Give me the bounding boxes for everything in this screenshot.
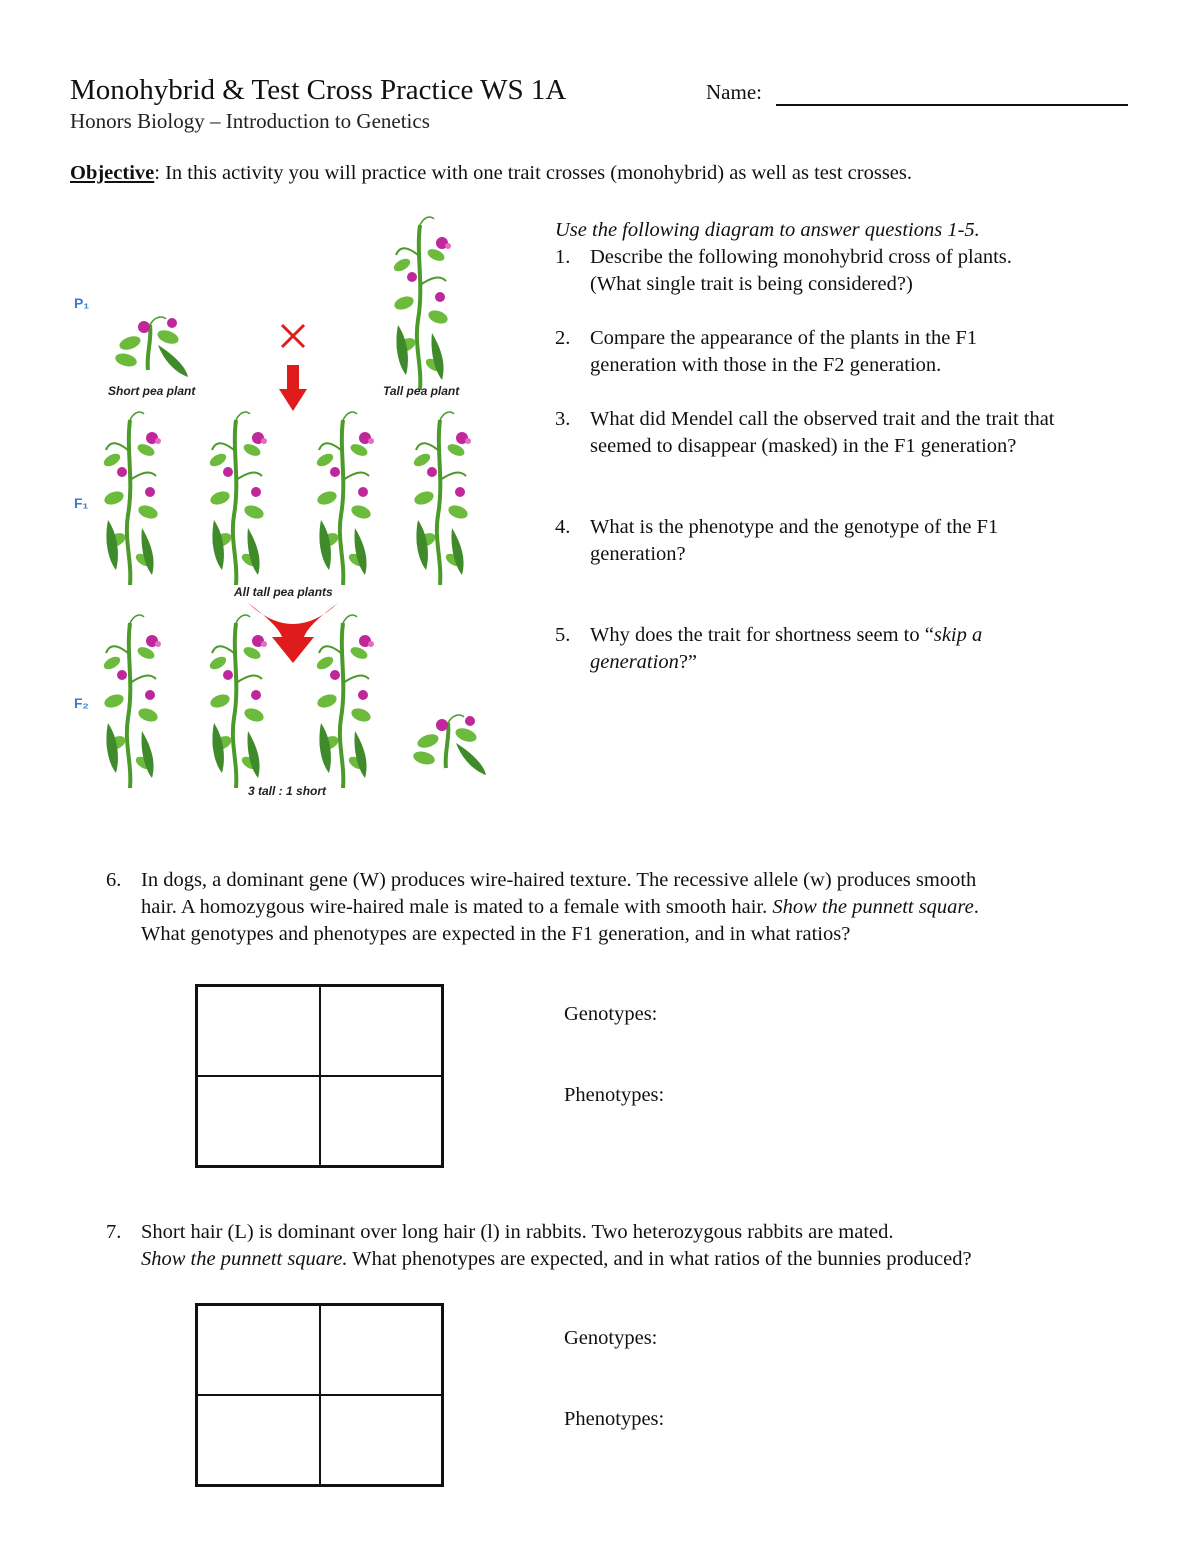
question-line: (What single trait is being considered?): [590, 273, 913, 295]
question-line: What phenotypes are expected, and in what ratios of the bunnies produced?: [347, 1248, 972, 1270]
label-f2: F₂: [74, 695, 89, 711]
question-number: 7.: [106, 1221, 122, 1243]
phenotypes-label-q6: Phenotypes:: [564, 1084, 665, 1106]
question-line: generation?: [590, 543, 686, 565]
label-short-pea-plant: Short pea plant: [108, 384, 196, 398]
question-text: .: [973, 896, 979, 918]
label-ratio: 3 tall : 1 short: [248, 784, 327, 798]
question-number: 4.: [555, 516, 571, 538]
mendel-cross-diagram: [68, 205, 508, 805]
question-number: 3.: [555, 408, 571, 430]
question-line: What genotypes and phenotypes are expected in the F1 generation, and in what ratios?: [141, 923, 851, 945]
question-7: [106, 1219, 1141, 1273]
f2-tall-plant: [315, 615, 374, 788]
question-line: seemed to disappear (masked) in the F1 generation?: [590, 435, 1017, 457]
question-number: 5.: [555, 624, 571, 646]
label-f1: F₁: [74, 495, 89, 511]
question-text: Why does the trait for shortness seem to “: [590, 624, 934, 646]
tall-pea-plant-p1: [392, 217, 451, 390]
genotypes-label-q7: Genotypes:: [564, 1327, 658, 1349]
f2-tall-plant: [102, 615, 161, 788]
questions-instruction: Use the following diagram to answer questions 1-5.: [555, 219, 980, 241]
cross-symbol: [282, 325, 304, 347]
question-3: [555, 406, 1155, 460]
question-text-emphasis: generation: [590, 651, 679, 673]
f2-short-plant: [412, 715, 486, 775]
question-line: Describe the following monohybrid cross of plants.: [590, 246, 1012, 268]
question-2: [555, 325, 1155, 379]
punnett-square-q7[interactable]: [195, 1303, 444, 1487]
punnett-divider: [198, 1394, 441, 1396]
label-p1: P₁: [74, 295, 90, 311]
short-pea-plant-p1: [114, 317, 188, 377]
label-tall-pea-plant: Tall pea plant: [383, 384, 460, 398]
name-label: Name:: [706, 80, 762, 104]
question-line: In dogs, a dominant gene (W) produces wire-haired texture. The recessive allele (w) produces smooth: [141, 869, 977, 891]
label-all-tall-pea-plants: All tall pea plants: [234, 585, 333, 599]
f1-plant: [102, 412, 161, 585]
course-subtitle: Honors Biology – Introduction to Genetics: [70, 109, 430, 133]
down-arrow-p1-to-f1: [279, 365, 307, 411]
question-line: hair. A homozygous wire-haired male is mated to a female with smooth hair.: [141, 896, 773, 918]
question-4: [555, 514, 1155, 568]
question-5: [555, 622, 1155, 676]
genotypes-label-q6: Genotypes:: [564, 1003, 658, 1025]
question-6: [106, 867, 1141, 948]
questions-1-5: [555, 217, 1155, 676]
f1-plant: [315, 412, 374, 585]
question-line: Short hair (L) is dominant over long hair (l) in rabbits. Two heterozygous rabbits are mated.: [141, 1221, 894, 1243]
objective-text: : In this activity you will practice with one trait crosses (monohybrid) as well as test crosses.: [154, 162, 913, 184]
question-line: Compare the appearance of the plants in the F1: [590, 327, 978, 349]
question-line: generation with those in the F2 generation.: [590, 354, 942, 376]
objective-label: Objective: [70, 162, 155, 184]
f1-plant: [208, 412, 267, 585]
f2-tall-plant: [208, 615, 267, 788]
question-text-emphasis: Show the punnett square.: [141, 1248, 348, 1270]
objective: [70, 162, 912, 185]
question-number: 6.: [106, 869, 122, 891]
question-number: 2.: [555, 327, 571, 349]
question-text: ?”: [678, 651, 698, 673]
name-field-line[interactable]: [776, 104, 1128, 106]
question-number: 1.: [555, 246, 571, 268]
phenotypes-label-q7: Phenotypes:: [564, 1408, 665, 1430]
question-text-emphasis: skip a: [933, 624, 983, 646]
punnett-square-q6[interactable]: [195, 984, 444, 1168]
page-title: Monohybrid & Test Cross Practice WS 1A: [70, 74, 567, 106]
question-line: What did Mendel call the observed trait and the trait that: [590, 408, 1055, 430]
curved-arrow-f1-to-f2: [248, 603, 338, 663]
question-1: [555, 244, 1155, 298]
punnett-divider: [198, 1075, 441, 1077]
question-text-emphasis: Show the punnett square: [772, 896, 974, 918]
f1-plant: [412, 412, 471, 585]
question-line: What is the phenotype and the genotype of the F1: [590, 516, 999, 538]
